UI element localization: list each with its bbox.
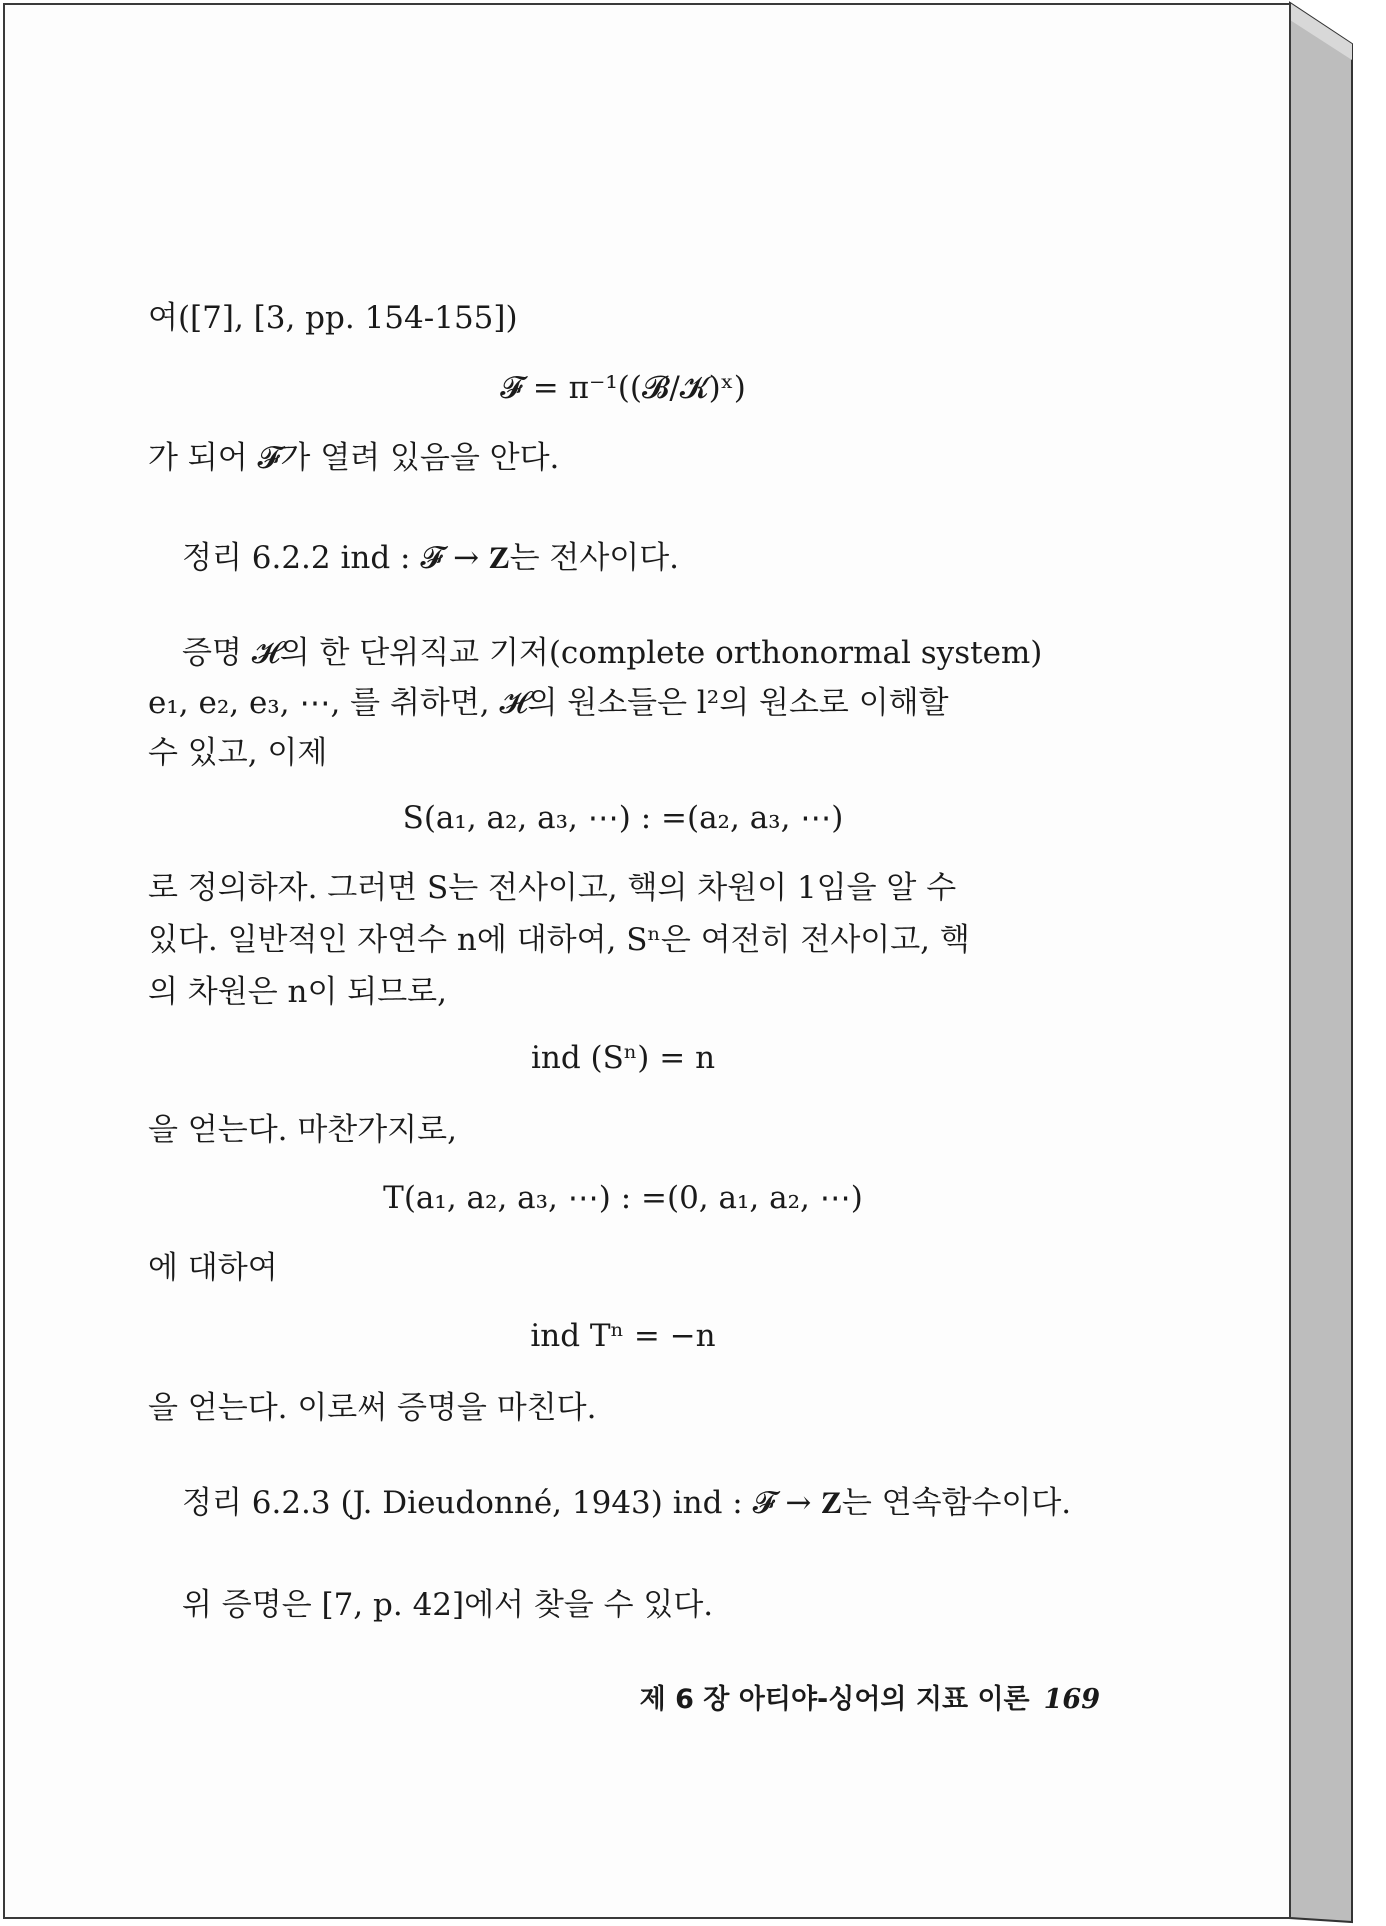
formula-ind-t: ind Tⁿ = −n (530, 1318, 716, 1354)
text-line: 여([7], [3, pp. 154-155]) (148, 300, 518, 336)
formula-shift-t: T(a₁, a₂, a₃, ⋯) : =(0, a₁, a₂, ⋯) (383, 1180, 863, 1216)
text-line: 을 얻는다. 이로써 증명을 마친다. (148, 1390, 597, 1426)
text-line: 의 차원은 n이 되므로, (148, 974, 447, 1010)
formula-ind-s: ind (Sⁿ) = n (530, 1040, 716, 1076)
text-line: 을 얻는다. 마찬가지로, (148, 1112, 457, 1148)
running-head: 제 6 장 아티야-싱어의 지표 이론 (639, 1684, 1030, 1715)
formula-f-definition: 𝓕 = π⁻¹((𝓑/𝓚)ˣ) (500, 370, 746, 406)
formula-shift-s: S(a₁, a₂, a₃, ⋯) : =(a₂, a₃, ⋯) (402, 800, 844, 836)
text-line: e₁, e₂, e₃, ⋯, 를 취하면, 𝓗의 원소들은 l²의 원소로 이해할 (148, 685, 949, 721)
text-line: 위 증명은 [7, p. 42]에서 찾을 수 있다. (182, 1587, 714, 1623)
book-page (3, 3, 1291, 1919)
text-line: 있다. 일반적인 자연수 n에 대하여, Sⁿ은 여전히 전사이고, 핵 (148, 922, 970, 958)
text-line: 수 있고, 이제 (148, 735, 328, 771)
proof-heading-line: 증명 𝓗의 한 단위직교 기저(complete orthonormal system) (182, 635, 1043, 671)
text-line: 가 되어 𝓕가 열려 있음을 안다. (148, 440, 560, 476)
page-number: 169 (1043, 1684, 1100, 1715)
page-footer (610, 1677, 1100, 1716)
text-line: 에 대하여 (148, 1250, 278, 1286)
theorem-6-2-2: 정리 6.2.2 ind : 𝓕 → 𝐙는 전사이다. (182, 540, 680, 576)
text-line: 로 정의하자. 그러면 S는 전사이고, 핵의 차원이 1임을 알 수 (148, 870, 957, 906)
theorem-6-2-3: 정리 6.2.3 (J. Dieudonné, 1943) ind : 𝓕 → 𝐙는 연속함수이다. (182, 1485, 1072, 1521)
